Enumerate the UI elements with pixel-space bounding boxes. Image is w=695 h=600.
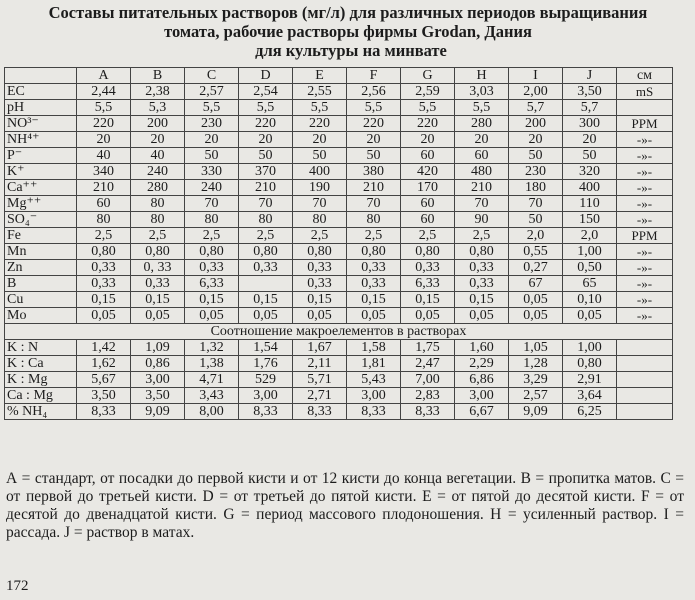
value-cell: 0,50 xyxy=(563,260,617,276)
unit-cell: PPM xyxy=(617,228,673,244)
value-cell: 1,81 xyxy=(347,356,401,372)
value-cell: 20 xyxy=(293,132,347,148)
value-cell: 0,05 xyxy=(509,308,563,324)
value-cell: 1,38 xyxy=(185,356,239,372)
value-cell: 220 xyxy=(347,116,401,132)
value-cell: 5,71 xyxy=(293,372,347,388)
value-cell: 60 xyxy=(401,148,455,164)
value-cell: 0,80 xyxy=(401,244,455,260)
title-line-3: для культуры на минвате xyxy=(255,41,447,60)
unit-cell: -»- xyxy=(617,276,673,292)
value-cell: 0,05 xyxy=(455,308,509,324)
value-cell: 2,57 xyxy=(185,84,239,100)
value-cell: 1,54 xyxy=(239,340,293,356)
value-cell: 50 xyxy=(347,148,401,164)
value-cell: 3,50 xyxy=(77,388,131,404)
unit-cell: -»- xyxy=(617,164,673,180)
value-cell: 0,15 xyxy=(347,292,401,308)
value-cell: 5,43 xyxy=(347,372,401,388)
value-cell: 6,67 xyxy=(455,404,509,420)
value-cell: 0,05 xyxy=(401,308,455,324)
value-cell: 220 xyxy=(293,116,347,132)
value-cell: 220 xyxy=(401,116,455,132)
value-cell: 529 xyxy=(239,372,293,388)
value-cell: 1,09 xyxy=(131,340,185,356)
value-cell: 0,33 xyxy=(455,260,509,276)
value-cell: 50 xyxy=(509,148,563,164)
value-cell: 50 xyxy=(563,148,617,164)
value-cell: 2,5 xyxy=(185,228,239,244)
value-cell: 8,33 xyxy=(401,404,455,420)
value-cell: 3,00 xyxy=(347,388,401,404)
row-label: NO³⁻ xyxy=(5,116,77,132)
value-cell: 0,15 xyxy=(401,292,455,308)
table-row xyxy=(5,356,673,372)
table-row xyxy=(5,292,673,308)
value-cell: 0,86 xyxy=(131,356,185,372)
row-label: EC xyxy=(5,84,77,100)
value-cell: 110 xyxy=(563,196,617,212)
value-cell: 2,47 xyxy=(401,356,455,372)
row-label: P⁻ xyxy=(5,148,77,164)
value-cell: 1,62 xyxy=(77,356,131,372)
column-header: B xyxy=(131,68,185,84)
value-cell: 0,33 xyxy=(77,276,131,292)
value-cell: 280 xyxy=(455,116,509,132)
value-cell: 20 xyxy=(239,132,293,148)
value-cell: 0,15 xyxy=(239,292,293,308)
notes-paragraph: А = стандарт, от посадки до первой кисти и от 12 кисти до конца вегетации. В = пропитка матов. С = от первой до третьей кисти. D = от третьей до пятой кисти. Е = от пятой до десятой кисти. F = от десятой до двенадцатой кисти. G = период массового плодоношения. Н = усиленный раствор. I = рассада. J = раствор в матах. xyxy=(6,470,684,541)
value-cell: 3,00 xyxy=(239,388,293,404)
value-cell: 7,00 xyxy=(401,372,455,388)
value-cell: 3,00 xyxy=(455,388,509,404)
value-cell: 5,5 xyxy=(401,100,455,116)
value-cell: 9,09 xyxy=(509,404,563,420)
value-cell: 0,33 xyxy=(293,276,347,292)
column-header: G xyxy=(401,68,455,84)
value-cell: 0,05 xyxy=(563,308,617,324)
table-row xyxy=(5,276,673,292)
column-header: F xyxy=(347,68,401,84)
value-cell: 0,05 xyxy=(293,308,347,324)
value-cell: 480 xyxy=(455,164,509,180)
row-label: Mn xyxy=(5,244,77,260)
value-cell: 320 xyxy=(563,164,617,180)
value-cell: 80 xyxy=(347,212,401,228)
value-cell: 3,50 xyxy=(131,388,185,404)
value-cell: 300 xyxy=(563,116,617,132)
unit-cell: -»- xyxy=(617,148,673,164)
value-cell: 2,5 xyxy=(293,228,347,244)
value-cell: 2,5 xyxy=(347,228,401,244)
value-cell: 5,3 xyxy=(131,100,185,116)
value-cell: 2,91 xyxy=(563,372,617,388)
value-cell: 0,15 xyxy=(77,292,131,308)
header-corner-cell xyxy=(5,68,77,84)
value-cell: 180 xyxy=(509,180,563,196)
value-cell: 2,0 xyxy=(509,228,563,244)
unit-cell: -»- xyxy=(617,244,673,260)
value-cell: 220 xyxy=(239,116,293,132)
row-label: K⁺ xyxy=(5,164,77,180)
title-line-1: Составы питательных растворов (мг/л) для различных периодов выращивания xyxy=(48,3,648,22)
value-cell: 230 xyxy=(509,164,563,180)
value-cell: 0,33 xyxy=(401,260,455,276)
value-cell: 400 xyxy=(563,180,617,196)
value-cell: 400 xyxy=(293,164,347,180)
value-cell: 0,10 xyxy=(563,292,617,308)
value-cell: 5,5 xyxy=(347,100,401,116)
row-label: % NH₄ xyxy=(5,404,77,420)
value-cell: 40 xyxy=(77,148,131,164)
row-label: Ca : Mg xyxy=(5,388,77,404)
value-cell: 2,55 xyxy=(293,84,347,100)
row-label: NH⁴⁺ xyxy=(5,132,77,148)
value-cell: 0,33 xyxy=(347,260,401,276)
value-cell: 5,67 xyxy=(77,372,131,388)
value-cell: 6,25 xyxy=(563,404,617,420)
value-cell: 5,7 xyxy=(563,100,617,116)
value-cell: 60 xyxy=(401,196,455,212)
unit-cell xyxy=(617,388,673,404)
value-cell: 280 xyxy=(131,180,185,196)
value-cell: 0,33 xyxy=(293,260,347,276)
value-cell: 80 xyxy=(239,212,293,228)
value-cell: 8,00 xyxy=(185,404,239,420)
value-cell: 2,59 xyxy=(401,84,455,100)
column-header: H xyxy=(455,68,509,84)
value-cell: 8,33 xyxy=(239,404,293,420)
table-row xyxy=(5,244,673,260)
value-cell: 0,80 xyxy=(131,244,185,260)
unit-cell: -»- xyxy=(617,260,673,276)
value-cell: 2,11 xyxy=(293,356,347,372)
value-cell: 0,55 xyxy=(509,244,563,260)
value-cell: 50 xyxy=(185,148,239,164)
value-cell: 40 xyxy=(131,148,185,164)
value-cell: 1,60 xyxy=(455,340,509,356)
value-cell: 0,33 xyxy=(347,276,401,292)
value-cell: 1,75 xyxy=(401,340,455,356)
value-cell: 1,76 xyxy=(239,356,293,372)
value-cell: 3,50 xyxy=(563,84,617,100)
table-row xyxy=(5,404,673,420)
value-cell: 210 xyxy=(455,180,509,196)
unit-cell xyxy=(617,100,673,116)
value-cell: 0,33 xyxy=(185,260,239,276)
unit-cell: -»- xyxy=(617,132,673,148)
value-cell: 60 xyxy=(77,196,131,212)
section-title: Соотношение макроелементов в растворах xyxy=(5,324,673,340)
value-cell: 0,80 xyxy=(455,244,509,260)
value-cell: 80 xyxy=(293,212,347,228)
value-cell: 6,86 xyxy=(455,372,509,388)
value-cell: 0,05 xyxy=(131,308,185,324)
value-cell: 6,33 xyxy=(401,276,455,292)
row-label: Fe xyxy=(5,228,77,244)
value-cell: 2,54 xyxy=(239,84,293,100)
table-row xyxy=(5,308,673,324)
value-cell: 5,5 xyxy=(293,100,347,116)
value-cell: 0,15 xyxy=(185,292,239,308)
value-cell: 3,03 xyxy=(455,84,509,100)
table-row xyxy=(5,100,673,116)
table-row xyxy=(5,228,673,244)
value-cell: 370 xyxy=(239,164,293,180)
row-label: Ca⁺⁺ xyxy=(5,180,77,196)
value-cell: 70 xyxy=(185,196,239,212)
value-cell: 70 xyxy=(293,196,347,212)
unit-cell: -»- xyxy=(617,196,673,212)
column-header: C xyxy=(185,68,239,84)
value-cell: 240 xyxy=(131,164,185,180)
value-cell: 210 xyxy=(239,180,293,196)
value-cell: 1,28 xyxy=(509,356,563,372)
value-cell: 20 xyxy=(509,132,563,148)
column-header: см xyxy=(617,68,673,84)
value-cell: 2,57 xyxy=(509,388,563,404)
table-row xyxy=(5,372,673,388)
value-cell: 0,27 xyxy=(509,260,563,276)
unit-cell: -»- xyxy=(617,180,673,196)
row-label: Mg⁺⁺ xyxy=(5,196,77,212)
value-cell: 60 xyxy=(401,212,455,228)
value-cell: 20 xyxy=(455,132,509,148)
value-cell xyxy=(239,276,293,292)
value-cell: 0,15 xyxy=(455,292,509,308)
value-cell: 0,05 xyxy=(347,308,401,324)
value-cell: 20 xyxy=(77,132,131,148)
row-label: B xyxy=(5,276,77,292)
nutrient-table xyxy=(4,67,673,420)
value-cell: 2,38 xyxy=(131,84,185,100)
value-cell: 8,33 xyxy=(347,404,401,420)
value-cell: 5,7 xyxy=(509,100,563,116)
value-cell: 90 xyxy=(455,212,509,228)
unit-cell: -»- xyxy=(617,292,673,308)
table-row xyxy=(5,260,673,276)
section-row xyxy=(5,324,673,340)
value-cell: 50 xyxy=(239,148,293,164)
unit-cell: -»- xyxy=(617,212,673,228)
value-cell: 240 xyxy=(185,180,239,196)
value-cell: 420 xyxy=(401,164,455,180)
value-cell: 5,5 xyxy=(239,100,293,116)
value-cell: 8,33 xyxy=(77,404,131,420)
row-label: pH xyxy=(5,100,77,116)
value-cell: 0,80 xyxy=(347,244,401,260)
value-cell: 0,15 xyxy=(131,292,185,308)
table-row xyxy=(5,212,673,228)
value-cell: 9,09 xyxy=(131,404,185,420)
value-cell: 3,43 xyxy=(185,388,239,404)
value-cell: 8,33 xyxy=(293,404,347,420)
value-cell: 2,00 xyxy=(509,84,563,100)
value-cell: 1,58 xyxy=(347,340,401,356)
value-cell: 0,33 xyxy=(77,260,131,276)
value-cell: 0,80 xyxy=(77,244,131,260)
value-cell: 5,5 xyxy=(185,100,239,116)
value-cell: 150 xyxy=(563,212,617,228)
value-cell: 1,00 xyxy=(563,244,617,260)
value-cell: 380 xyxy=(347,164,401,180)
value-cell: 80 xyxy=(77,212,131,228)
value-cell: 1,42 xyxy=(77,340,131,356)
value-cell: 0,05 xyxy=(77,308,131,324)
value-cell: 50 xyxy=(293,148,347,164)
value-cell: 20 xyxy=(185,132,239,148)
value-cell: 67 xyxy=(509,276,563,292)
value-cell: 0,33 xyxy=(455,276,509,292)
column-header: D xyxy=(239,68,293,84)
value-cell: 0, 33 xyxy=(131,260,185,276)
value-cell: 330 xyxy=(185,164,239,180)
value-cell: 60 xyxy=(455,148,509,164)
row-label: Mo xyxy=(5,308,77,324)
value-cell: 70 xyxy=(455,196,509,212)
table-row xyxy=(5,196,673,212)
value-cell: 170 xyxy=(401,180,455,196)
row-label: Zn xyxy=(5,260,77,276)
value-cell: 20 xyxy=(401,132,455,148)
value-cell: 65 xyxy=(563,276,617,292)
value-cell: 0,05 xyxy=(239,308,293,324)
value-cell: 2,29 xyxy=(455,356,509,372)
table-row xyxy=(5,148,673,164)
page-title xyxy=(8,3,688,60)
unit-cell: -»- xyxy=(617,308,673,324)
table-row xyxy=(5,340,673,356)
unit-cell xyxy=(617,356,673,372)
value-cell: 200 xyxy=(131,116,185,132)
value-cell: 3,29 xyxy=(509,372,563,388)
value-cell: 5,5 xyxy=(77,100,131,116)
value-cell: 2,5 xyxy=(239,228,293,244)
value-cell: 2,44 xyxy=(77,84,131,100)
value-cell: 210 xyxy=(77,180,131,196)
value-cell: 3,00 xyxy=(131,372,185,388)
value-cell: 1,32 xyxy=(185,340,239,356)
value-cell: 0,80 xyxy=(293,244,347,260)
table-row xyxy=(5,132,673,148)
value-cell: 0,80 xyxy=(239,244,293,260)
value-cell: 20 xyxy=(131,132,185,148)
value-cell: 340 xyxy=(77,164,131,180)
value-cell: 1,67 xyxy=(293,340,347,356)
table-row xyxy=(5,164,673,180)
value-cell: 70 xyxy=(239,196,293,212)
value-cell: 220 xyxy=(77,116,131,132)
value-cell: 80 xyxy=(131,196,185,212)
value-cell: 2,5 xyxy=(131,228,185,244)
value-cell: 200 xyxy=(509,116,563,132)
value-cell: 80 xyxy=(131,212,185,228)
value-cell: 70 xyxy=(347,196,401,212)
column-header: A xyxy=(77,68,131,84)
value-cell: 50 xyxy=(509,212,563,228)
value-cell: 0,15 xyxy=(293,292,347,308)
value-cell: 230 xyxy=(185,116,239,132)
unit-cell: PPM xyxy=(617,116,673,132)
value-cell: 3,64 xyxy=(563,388,617,404)
unit-cell xyxy=(617,372,673,388)
page-number: 172 xyxy=(6,578,29,594)
value-cell: 2,83 xyxy=(401,388,455,404)
value-cell: 1,05 xyxy=(509,340,563,356)
value-cell: 2,56 xyxy=(347,84,401,100)
table-row xyxy=(5,116,673,132)
value-cell: 1,00 xyxy=(563,340,617,356)
row-label: K : Ca xyxy=(5,356,77,372)
table-row xyxy=(5,84,673,100)
value-cell: 0,33 xyxy=(131,276,185,292)
value-cell: 2,5 xyxy=(77,228,131,244)
value-cell: 190 xyxy=(293,180,347,196)
value-cell: 20 xyxy=(347,132,401,148)
value-cell: 4,71 xyxy=(185,372,239,388)
value-cell: 70 xyxy=(509,196,563,212)
value-cell: 6,33 xyxy=(185,276,239,292)
unit-cell xyxy=(617,340,673,356)
table-header-row xyxy=(5,68,673,84)
unit-cell xyxy=(617,404,673,420)
title-line-2: томата, рабочие растворы фирмы Grodan, Дания xyxy=(164,22,532,41)
row-label: Cu xyxy=(5,292,77,308)
row-label: K : Mg xyxy=(5,372,77,388)
value-cell: 20 xyxy=(563,132,617,148)
column-header: J xyxy=(563,68,617,84)
value-cell: 210 xyxy=(347,180,401,196)
table-row xyxy=(5,180,673,196)
value-cell: 0,80 xyxy=(563,356,617,372)
row-label: K : N xyxy=(5,340,77,356)
value-cell: 0,80 xyxy=(185,244,239,260)
value-cell: 2,5 xyxy=(401,228,455,244)
value-cell: 2,0 xyxy=(563,228,617,244)
value-cell: 0,33 xyxy=(239,260,293,276)
value-cell: 80 xyxy=(185,212,239,228)
unit-cell: mS xyxy=(617,84,673,100)
value-cell: 2,71 xyxy=(293,388,347,404)
value-cell: 5,5 xyxy=(455,100,509,116)
column-header: E xyxy=(293,68,347,84)
row-label: SO₄⁻ xyxy=(5,212,77,228)
value-cell: 0,05 xyxy=(509,292,563,308)
value-cell: 2,5 xyxy=(455,228,509,244)
value-cell: 0,05 xyxy=(185,308,239,324)
column-header: I xyxy=(509,68,563,84)
table-row xyxy=(5,388,673,404)
